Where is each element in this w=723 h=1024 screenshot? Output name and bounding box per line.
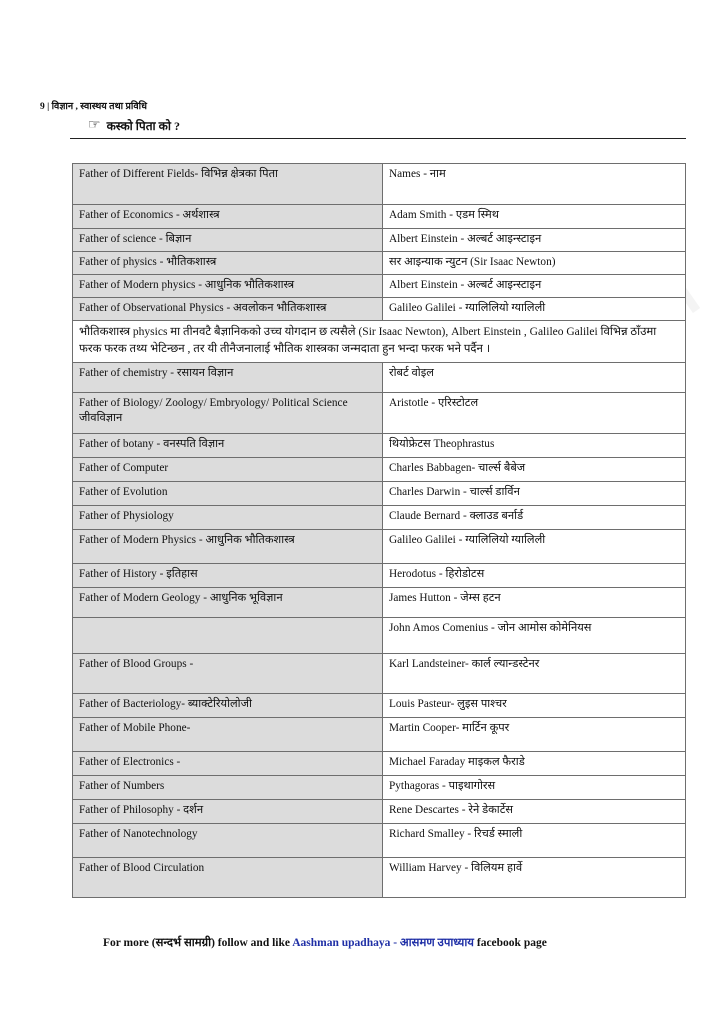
- name-cell: Albert Einstein - अल्बर्ट आइन्स्टाइन: [383, 229, 686, 252]
- header-field-cell: Father of Different Fields- विभिन्न क्षेत्रका पिता: [73, 164, 383, 205]
- table-row: [73, 618, 686, 654]
- table-row: [73, 654, 686, 694]
- field-cell: Father of science - बिज्ञान: [73, 229, 383, 252]
- author-name: Aashman upadhaya - आसमण उपाध्याय: [292, 937, 474, 949]
- table-header-row: [73, 164, 686, 205]
- section-heading: [88, 117, 180, 134]
- field-cell: Father of Modern Geology - आधुनिक भूविज्ञान: [73, 588, 383, 618]
- name-cell: Claude Bernard - क्लाउड बर्नार्ड: [383, 506, 686, 530]
- table-row: [73, 506, 686, 530]
- name-cell: Herodotus - हिरोडोटस: [383, 564, 686, 588]
- table-row: [73, 858, 686, 898]
- physics-note: भौतिकशास्त्र physics मा तीनवटै बैज्ञानिकको उच्च योगदान छ त्यसैले (Sir Isaac Newton), Albert Einstein , Galileo Galilei विभिन्न ठाँउमा फरक फरक तथ्य भेटिन्छन , तर यी तीनैजनालाई भौतिक शास्त्रका जन्मदाता हुन भन्दा फरक भने पर्दैन ।: [73, 321, 686, 363]
- fathers-table: [72, 163, 686, 898]
- name-cell: Charles Babbagen- चार्ल्स बैबेज: [383, 458, 686, 482]
- field-cell: Father of botany - वनस्पति विज्ञान: [73, 434, 383, 458]
- table-row: [73, 482, 686, 506]
- table-row: [73, 694, 686, 718]
- field-cell: Father of Bacteriology- ब्याक्टेरियोलोजी: [73, 694, 383, 718]
- footer-suffix: facebook page: [473, 937, 547, 949]
- name-cell: John Amos Comenius - जोन आमोस कोमेनियस: [383, 618, 686, 654]
- name-cell: William Harvey - विलियम हार्वे: [383, 858, 686, 898]
- footer-prefix: For more (सन्दर्भ सामग्री) follow and like: [103, 937, 293, 949]
- field-cell: Father of Biology/ Zoology/ Embryology/ Political Science जीवविज्ञान: [73, 393, 383, 434]
- name-cell: Karl Landsteiner- कार्ल ल्यान्डस्टेनर: [383, 654, 686, 694]
- name-cell: James Hutton - जेम्स हटन: [383, 588, 686, 618]
- table-row: [73, 564, 686, 588]
- field-cell: Father of Computer: [73, 458, 383, 482]
- name-cell: Adam Smith - एडम स्मिथ: [383, 205, 686, 229]
- table-row: [73, 252, 686, 275]
- heading-divider: [70, 138, 686, 139]
- field-cell: Father of Mobile Phone-: [73, 718, 383, 752]
- field-cell: Father of History - इतिहास: [73, 564, 383, 588]
- field-cell: Father of Economics - अर्थशास्त्र: [73, 205, 383, 229]
- table-row: [73, 824, 686, 858]
- name-cell: Charles Darwin - चार्ल्स डार्विन: [383, 482, 686, 506]
- table-row: [73, 718, 686, 752]
- name-cell: Richard Smalley - रिचर्ड स्माली: [383, 824, 686, 858]
- table-row: [73, 229, 686, 252]
- field-cell: Father of physics - भौतिकशास्त्र: [73, 252, 383, 275]
- table-row: [73, 275, 686, 298]
- table-row: [73, 434, 686, 458]
- table-row: [73, 588, 686, 618]
- field-cell: Father of Evolution: [73, 482, 383, 506]
- table-row: [73, 205, 686, 229]
- field-cell: Father of Blood Circulation: [73, 858, 383, 898]
- name-cell: Galileo Galilei - ग्यालिलियो ग्यालिली: [383, 298, 686, 321]
- table-row: [73, 298, 686, 321]
- name-cell: Michael Faraday माइकल फैराडे: [383, 752, 686, 776]
- pointing-hand-icon: ☞: [88, 118, 101, 133]
- section-title: कस्को पिता को ?: [106, 119, 180, 133]
- note-row: [73, 321, 686, 363]
- field-cell: Father of Blood Groups -: [73, 654, 383, 694]
- field-cell: Father of Physiology: [73, 506, 383, 530]
- name-cell: Pythagoras - पाइथागोरस: [383, 776, 686, 800]
- name-cell: थियोफ्रेटस Theophrastus: [383, 434, 686, 458]
- table-row: [73, 458, 686, 482]
- name-cell: सर आइन्याक न्युटन (Sir Isaac Newton): [383, 252, 686, 275]
- table-row: [73, 363, 686, 393]
- table-row: [73, 752, 686, 776]
- field-cell: Father of Modern physics - आधुनिक भौतिकशास्त्र: [73, 275, 383, 298]
- footer-note: [103, 935, 547, 950]
- name-cell: Louis Pasteur- लुइस पाश्चर: [383, 694, 686, 718]
- table-row: [73, 776, 686, 800]
- table-row: [73, 393, 686, 434]
- name-cell: Albert Einstein - अल्बर्ट आइन्स्टाइन: [383, 275, 686, 298]
- field-cell: Father of Philosophy - दर्शन: [73, 800, 383, 824]
- field-cell: Father of chemistry - रसायन विज्ञान: [73, 363, 383, 393]
- table-row: [73, 530, 686, 564]
- field-cell: [73, 618, 383, 654]
- field-cell: Father of Nanotechnology: [73, 824, 383, 858]
- field-cell: Father of Numbers: [73, 776, 383, 800]
- table-row: [73, 800, 686, 824]
- name-cell: Rene Descartes - रेने डेकार्टेस: [383, 800, 686, 824]
- name-cell: Aristotle - एरिस्टोटल: [383, 393, 686, 434]
- field-cell: Father of Electronics -: [73, 752, 383, 776]
- field-cell: Father of Modern Physics - आधुनिक भौतिकशास्त्र: [73, 530, 383, 564]
- page-header: 9 | विज्ञान , स्वास्थय तथा प्रविधि: [40, 102, 147, 112]
- name-cell: Martin Cooper- मार्टिन कूपर: [383, 718, 686, 752]
- name-cell: रोबर्ट वोइल: [383, 363, 686, 393]
- header-name-cell: Names - नाम: [383, 164, 686, 205]
- name-cell: Galileo Galilei - ग्यालिलियो ग्यालिली: [383, 530, 686, 564]
- field-cell: Father of Observational Physics - अवलोकन भौतिकशास्त्र: [73, 298, 383, 321]
